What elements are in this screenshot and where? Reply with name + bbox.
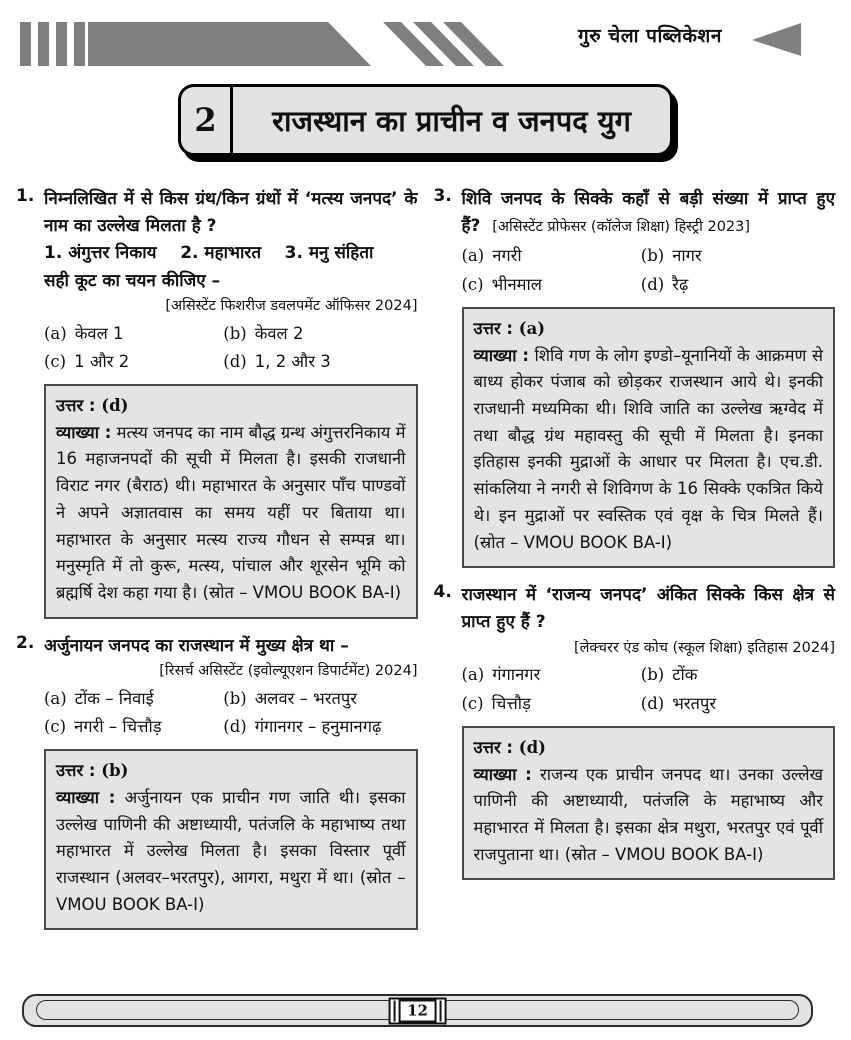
question-text [462,186,836,240]
option-c [44,349,223,375]
option-key: (c) [461,693,484,713]
option-b [223,321,417,347]
option-b [641,662,835,688]
option-key: (d) [223,352,247,372]
column-right [434,186,836,944]
option-a [462,243,641,269]
options-grid [44,686,418,740]
page-header [0,0,851,70]
answer-box [44,749,418,931]
option-b [223,686,417,712]
option-text: गंगानगर – हनुमानगढ़ [254,717,382,737]
option-a [44,321,223,347]
option-c [462,691,641,717]
page-number-divider [440,1000,442,1021]
question-body [462,186,836,568]
option-c [44,714,223,740]
question-text: राजस्थान में ‘राजन्य जनपद’ अंकित सिक्के किस क्षेत्र से प्राप्त हुए हैं ? [461,585,835,633]
answer-box [462,726,836,881]
left-arrow-icon [752,23,801,56]
page-number: 12 [398,999,437,1022]
explanation [56,420,406,607]
option-key: (d) [640,274,665,294]
answer-line [56,392,406,420]
question-block-3 [434,186,836,568]
answer-value: (d) [101,395,129,415]
option-key: (b) [640,665,665,685]
options-grid [462,243,836,297]
option-a [462,662,641,688]
option-text: चित्तौड़ [491,693,531,713]
answer-box [462,307,836,569]
question-block-1 [16,186,418,619]
exam-source: [असिस्टेंट प्रोफेसर (कॉलेज शिक्षा) हिस्ट्री 2023] [492,219,751,236]
answer-line [56,757,406,785]
chapter-badge [178,84,673,156]
answer-label: उत्तर : [473,318,514,338]
option-text: भीनमाल [491,274,542,294]
question-body [44,633,418,931]
question-text: अर्जुनायन जनपद का राजस्थान में मुख्य क्षेत्र था – [44,635,349,656]
option-key: (c) [44,717,67,737]
question-note-line: सही कूट का चयन कीजिए – [44,270,221,291]
explanation-label: व्याख्या : [56,787,116,807]
question-body [462,582,836,880]
option-text: गंगानगर [492,665,541,685]
answer-line [474,734,824,762]
explanation-text: राजन्य एक प्राचीन जनपद था। उनका उल्लेख पाणिनी की अष्टाध्यायी, पतंजलि के महाभाष्य और महाभारत में मिलता है। इसका क्षेत्र मथुरा, भरतपुर एवं पूर्वी राजपुताना था। (स्रोत – VMOU BOOK BA-I) [473,764,823,864]
question-text-main: शिवि जनपद के सिक्के कहाँ से बड़ी संख्या में प्राप्त हुए हैं? [461,189,835,237]
question-block-4 [434,582,836,880]
column-left [16,186,418,944]
answer-value: (d) [518,737,546,757]
publisher-name: गुरु चेला पब्लिकेशन [578,25,722,47]
answer-box [44,384,418,619]
option-d [641,272,835,298]
option-d [641,691,835,717]
explanation-text: मत्स्य जनपद का नाम बौद्ध ग्रन्थ अंगुत्तरनिकाय में 16 महाजनपदों की सूची में मिलता है। इसकी राजधानी विराट नगर (बैराठ) थी। महाभारत के अनुसार पाँच पाण्डवों ने अपने अज्ञातवास का समय यहीं पर बिताया था। महाभारत के अनुसार मत्स्य राज्य गौधन से सम्पन्न था। मनुस्मृति में तो कुरू, मत्स्य, पांचाल और शूरसेन भूमि को ब्रह्मर्षि देश कहा गया है। (स्रोत – VMOU BOOK BA-I) [56,422,406,602]
option-text: अलवर – भरतपुर [254,688,358,708]
exam-source: [असिस्टेंट फिशरीज डवलपमेंट ऑफिसर 2024] [165,297,418,314]
option-key: (d) [223,717,247,737]
page-number-divider [393,1000,395,1021]
exam-source: [लेक्चरर एंड कोच (स्कूल शिक्षा) इतिहास 2024] [573,639,835,656]
answer-label: उत्तर : [473,737,514,757]
question-number: 1. [16,186,35,206]
option-d [223,714,417,740]
question-number: 3. [433,186,452,206]
chapter-number: 2 [181,87,233,153]
answer-label: उत्तर : [56,395,96,415]
options-grid [44,321,418,375]
option-key: (d) [640,693,665,713]
option-text: 1, 2 और 3 [254,352,331,372]
option-key: (a) [461,665,485,685]
option-key: (b) [223,688,247,708]
option-key: (b) [640,246,665,266]
option-c [462,272,641,298]
explanation [56,785,406,919]
explanation-label: व्याख्या : [473,345,530,365]
question-number: 2. [16,632,35,653]
option-text: भरतपुर [672,693,717,713]
exam-source: [रिसर्च असिस्टेंट (इवोल्यूएशन डिपार्टमेंट) 2024] [159,662,418,679]
option-key: (c) [461,274,484,294]
option-b [641,243,835,269]
answer-value: (b) [101,760,129,780]
footer-bar [22,994,813,1027]
explanation [474,762,824,869]
option-text: 1 और 2 [74,352,130,372]
answer-line [474,315,824,343]
explanation-label: व्याख्या : [473,764,532,784]
question-list-line: 1. अंगुत्तर निकाय 2. महाभारत 3. मनु संहिता [44,243,374,264]
header-stripes-decoration [0,0,851,70]
explanation-text: शिवि गण के लोग इण्डो–यूनानियों के आक्रमण से बाध्य होकर पंजाब को छोड़कर राजस्थान आये थे। इनकी राजधानी मध्यमिका थी। शिवि जाति का उल्लेख ऋग्वेद में तथा बौद्ध ग्रंथ महावस्तु की सूची में मिलता है। इनका इतिहास इनकी मुद्राओं के आधार पर मिलता है। एच.डी. सांकलिया ने नगरी से शिविगण के 16 सिक्के एकत्रित किये थे। इन मुद्राओं पर स्वस्तिक एवं वृक्ष के चित्र मिलते हैं। (स्रोत – VMOU BOOK BA-I) [473,345,824,552]
option-key: (a) [44,323,67,343]
option-text: नगरी [492,246,522,266]
question-text: निम्नलिखित में से किस ग्रंथ/किन ग्रंथों में ‘मत्स्य जनपद’ के नाम का उल्लेख मिलता है ? [44,189,418,237]
option-text: टोंक – निवाई [74,688,154,708]
option-text: केवल 1 [74,323,124,343]
option-key: (c) [44,352,67,372]
explanation-text: अर्जुनायन एक प्राचीन गण जाति थी। इसका उल्लेख पाणिनी की अष्टाध्यायी, पतंजलि के महाभाष्य तथा महाभारत में उल्लेख मिलता है। इसका विस्तार पूर्वी राजस्थान (अलवर–भरतपुर), आगरा, मथुरा में था। (स्रोत – VMOU BOOK BA-I) [56,787,406,914]
chapter-title: राजस्थान का प्राचीन व जनपद युग [272,103,631,138]
option-key: (a) [44,688,67,708]
options-grid [462,662,836,716]
option-key: (a) [461,246,485,266]
option-a [44,686,223,712]
content-columns [0,186,851,944]
page-number-box [388,997,447,1024]
explanation [474,343,824,557]
explanation-label: व्याख्या : [56,422,112,442]
option-key: (b) [223,323,247,343]
answer-value: (a) [518,318,546,338]
option-text: केवल 2 [254,323,304,343]
option-text: टोंक [672,665,698,685]
question-number: 4. [433,582,452,603]
answer-label: उत्तर : [56,760,96,780]
option-d [223,349,417,375]
question-block-2 [16,633,418,931]
question-body [44,186,418,619]
option-text: नागर [672,246,702,266]
option-text: रैढ़ [672,274,689,294]
option-text: नगरी – चित्तौड़ [74,717,162,737]
